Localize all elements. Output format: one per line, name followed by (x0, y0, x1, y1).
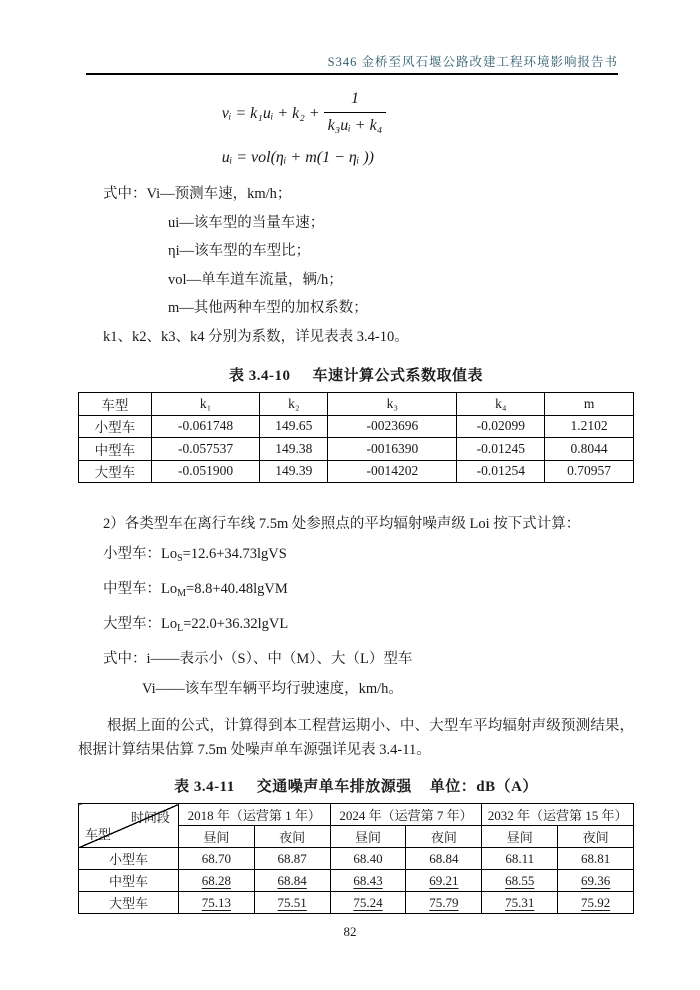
cell: 68.70 (178, 848, 254, 870)
cell: -0023696 (328, 415, 457, 438)
table-row (79, 848, 634, 870)
noise-formula-large (103, 609, 634, 644)
cell: 68.84 (406, 848, 482, 870)
table-row (79, 460, 634, 483)
formula-label: 中型车： (103, 581, 161, 597)
fraction-denominator: k₃uᵢ + k₄ (327, 117, 383, 134)
table-row (79, 892, 634, 914)
col-header-m: m (545, 393, 634, 416)
cell: -0.051900 (151, 460, 260, 483)
cell: 0.70957 (545, 460, 634, 483)
cell: -0.02099 (457, 415, 545, 438)
col-header-k3: k₃ (328, 393, 457, 416)
fraction-numerator: 1 (324, 87, 387, 113)
cell: -0.057537 (151, 438, 260, 461)
row-label: 小型车 (79, 848, 179, 870)
cell: 75.31 (482, 892, 558, 914)
cell: -0.01254 (457, 460, 545, 483)
row-label: 小型车 (79, 415, 152, 438)
table-row (79, 438, 634, 461)
cell: 75.92 (558, 892, 634, 914)
table1-title-name: 车速计算公式系数取值表 (312, 368, 483, 384)
noise-source-table (78, 803, 634, 914)
table-row (79, 870, 634, 892)
cell: 68.81 (558, 848, 634, 870)
cell: 68.84 (254, 870, 330, 892)
section2-note2: Vi——该车型车辆平均行驶速度，km/h。 (142, 681, 403, 697)
table2-title-name: 交通噪声单车排放源强 (256, 779, 412, 795)
cell: 69.21 (406, 870, 482, 892)
formula-base: Lo (161, 546, 178, 562)
formula-vi (222, 89, 387, 140)
cell: -0.061748 (151, 415, 260, 438)
definition-k: k1、k2、k3、k4 分别为系数，详见表表 3.4-10。 (103, 328, 409, 345)
diagonal-header-cell (79, 804, 179, 848)
table-row (79, 804, 634, 826)
cell: 75.79 (406, 892, 482, 914)
cell: 75.51 (254, 892, 330, 914)
cell: 68.40 (330, 848, 406, 870)
cell: 69.36 (558, 870, 634, 892)
diagonal-label-period: 时间段 (130, 810, 170, 825)
cell: -0.01245 (457, 438, 545, 461)
cell: 75.24 (330, 892, 406, 914)
table2-title (78, 775, 634, 796)
definition-ui: ui—该车型的当量车速； (168, 214, 325, 231)
report-header-title: S346 金桥至风石堰公路改建工程环境影响报告书 (327, 55, 618, 69)
year-header-2018: 2018 年（运营第 1 年） (178, 804, 330, 826)
definition-list (78, 180, 634, 351)
cell: 149.65 (260, 415, 328, 438)
formula-vi-prefix: vᵢ = k₁uᵢ + k₂ + (221, 105, 320, 123)
section2-note1: 式中：i——表示小（S）、中（M）、大（L）型车 (103, 651, 413, 667)
table-row (79, 415, 634, 438)
formula-base: Lo (161, 581, 178, 597)
subheader-day: 昼间 (482, 826, 558, 848)
subheader-day: 昼间 (178, 826, 254, 848)
speed-formula-block (222, 89, 387, 170)
cell: 75.13 (178, 892, 254, 914)
year-header-2032: 2032 年（运营第 15 年） (482, 804, 634, 826)
result-paragraph: 根据上面的公式，计算得到本工程营运期小、中、大型车平均辐射声级预测结果，根据计算结果估算 7.5m 处噪声单车源强详见表 3.4-11。 (78, 718, 634, 758)
header-rule (86, 73, 618, 75)
formula-rest: =12.6+34.73lgVS (182, 546, 287, 562)
formula-rest: =8.8+40.48lgVM (186, 581, 288, 597)
cell: -0016390 (328, 438, 457, 461)
year-header-2024: 2024 年（运营第 7 年） (330, 804, 482, 826)
col-header-k1: k₁ (151, 393, 260, 416)
formula-subscript: S (177, 553, 183, 564)
definition-vol: vol—单车道车流量，辆/h； (168, 271, 343, 288)
page-number: 82 (343, 924, 357, 939)
subheader-day: 昼间 (330, 826, 406, 848)
subheader-night: 夜间 (254, 826, 330, 848)
formula-label: 小型车： (103, 546, 161, 562)
col-header-k4: k₄ (457, 393, 545, 416)
col-header-vehicle: 车型 (79, 393, 152, 416)
cell: 68.87 (254, 848, 330, 870)
cell: 1.2102 (545, 415, 634, 438)
formula-base: Lo (161, 616, 178, 632)
formula-rest: =22.0+36.32lgVL (183, 616, 289, 632)
cell: 149.39 (260, 460, 328, 483)
table1-title-prefix: 表 3.4-10 (228, 368, 291, 384)
formula-fraction (324, 87, 387, 138)
formula-subscript: M (177, 588, 187, 599)
cell: 68.28 (178, 870, 254, 892)
definition-vi: 式中：Vi—预测车速，km/h； (103, 186, 292, 202)
formula-label: 大型车： (103, 616, 161, 632)
cell: 68.43 (330, 870, 406, 892)
table2-title-prefix: 表 3.4-11 (174, 779, 235, 795)
cell: 68.11 (482, 848, 558, 870)
table1-title (78, 364, 634, 385)
diagonal-label-vehicle: 车型 (85, 827, 112, 842)
table2-title-unit: 单位：dB（A） (429, 779, 538, 795)
definition-m: m—其他两种车型的加权系数； (168, 300, 368, 316)
row-label: 大型车 (79, 892, 179, 914)
noise-formula-medium (103, 574, 634, 609)
section2-intro: 2）各类型车在离行车线 7.5m 处参照点的平均辐射噪声级 Loi 按下式计算： (103, 516, 581, 532)
noise-formula-small (103, 539, 634, 574)
coefficient-table (78, 392, 634, 483)
cell: -0014202 (328, 460, 457, 483)
subheader-night: 夜间 (558, 826, 634, 848)
cell: 68.55 (482, 870, 558, 892)
col-header-k2: k₂ (260, 393, 328, 416)
cell: 0.8044 (545, 438, 634, 461)
table-row (79, 393, 634, 416)
row-label: 中型车 (79, 438, 152, 461)
formula-ui: uᵢ = vol(ηᵢ + m(1 − ηᵢ )) (221, 149, 374, 166)
row-label: 中型车 (79, 870, 179, 892)
formula-subscript: L (177, 623, 184, 634)
cell: 149.38 (260, 438, 328, 461)
definition-eta: ηi—该车型的车型比； (168, 243, 311, 259)
subheader-night: 夜间 (406, 826, 482, 848)
row-label: 大型车 (79, 460, 152, 483)
